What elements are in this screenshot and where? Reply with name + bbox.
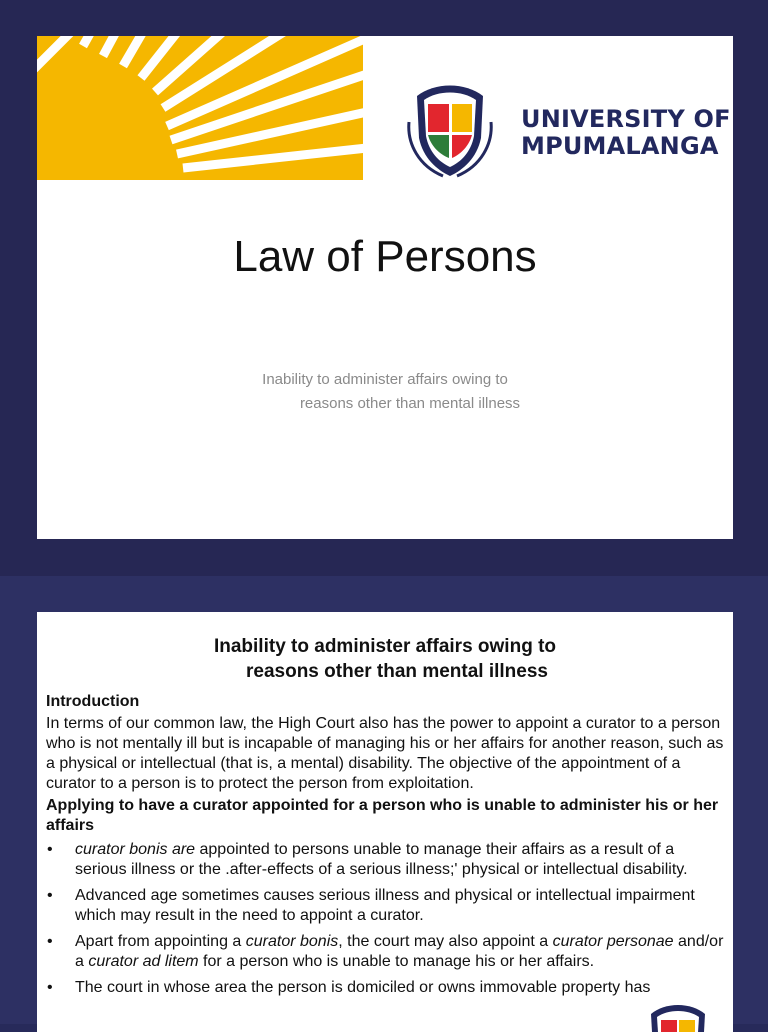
slide1-title: Law of Persons: [233, 232, 537, 281]
slide1-subtitle: [37, 368, 733, 416]
intro-paragraph: In terms of our common law, the High Court also has the power to appoint a curator to a person who is not mentally ill but is incapable of managing his or her affairs for another reason, such as a physical or intellectual (that is, a mental) disability. The objective of the appointment of a curator to a person is to protect the person from exploitation.: [46, 715, 724, 792]
bullet-emphasis: curator ad litem: [88, 953, 199, 970]
slide2-title-line-1: Inability to administer affairs owing to: [213, 636, 557, 657]
bullet-text: Advanced age sometimes causes serious illness and physical or intellectual impairment which may result in the need to appoint a curator.: [75, 887, 695, 924]
logo-line-1: UNIVERSITY OF: [521, 105, 731, 133]
university-crest-icon: [405, 78, 495, 182]
list-item: [46, 978, 726, 998]
list-item: [46, 840, 726, 880]
bullet-text: Apart from appointing a: [75, 933, 246, 950]
bullet-text: , the court may also appoint a: [338, 933, 553, 950]
intro-heading: Introduction: [46, 693, 140, 710]
subtitle-line-1: Inability to administer affairs owing to: [262, 371, 508, 388]
small-crest-icon: [643, 1000, 713, 1032]
bullet-emphasis: curator personae: [552, 933, 674, 950]
logo-line-2: MPUMALANGA: [521, 132, 719, 160]
list-item: [46, 886, 726, 926]
slide2-content: [46, 692, 726, 1004]
subtitle-line-2: reasons other than mental illness: [299, 395, 521, 412]
apply-heading: Applying to have a curator appointed for a person who is unable to administer his or her affairs: [46, 797, 719, 834]
bullet-text: appointed to persons unable to manage their affairs as a result of a serious illness or the .after-effects of a serious illness;' physical or intellectual disability.: [75, 841, 688, 878]
slide2-title: [37, 634, 733, 684]
bullet-text: and/or a: [75, 933, 724, 970]
bullet-emphasis: curator bonis are: [75, 841, 196, 858]
list-item: [46, 932, 726, 972]
bullet-emphasis: curator bonis: [245, 933, 339, 950]
title-slide: [37, 36, 733, 539]
bullet-text: for a person who is unable to manage his or her affairs.: [198, 953, 595, 970]
sun-rays-graphic: [37, 36, 363, 180]
bullet-list: [46, 840, 726, 998]
bullet-text: The court in whose area the person is domiciled or owns immovable property has: [75, 979, 651, 996]
slide2-title-line-2: reasons other than mental illness: [246, 661, 548, 682]
university-logo-text: [521, 106, 731, 160]
content-slide: [37, 612, 733, 1032]
